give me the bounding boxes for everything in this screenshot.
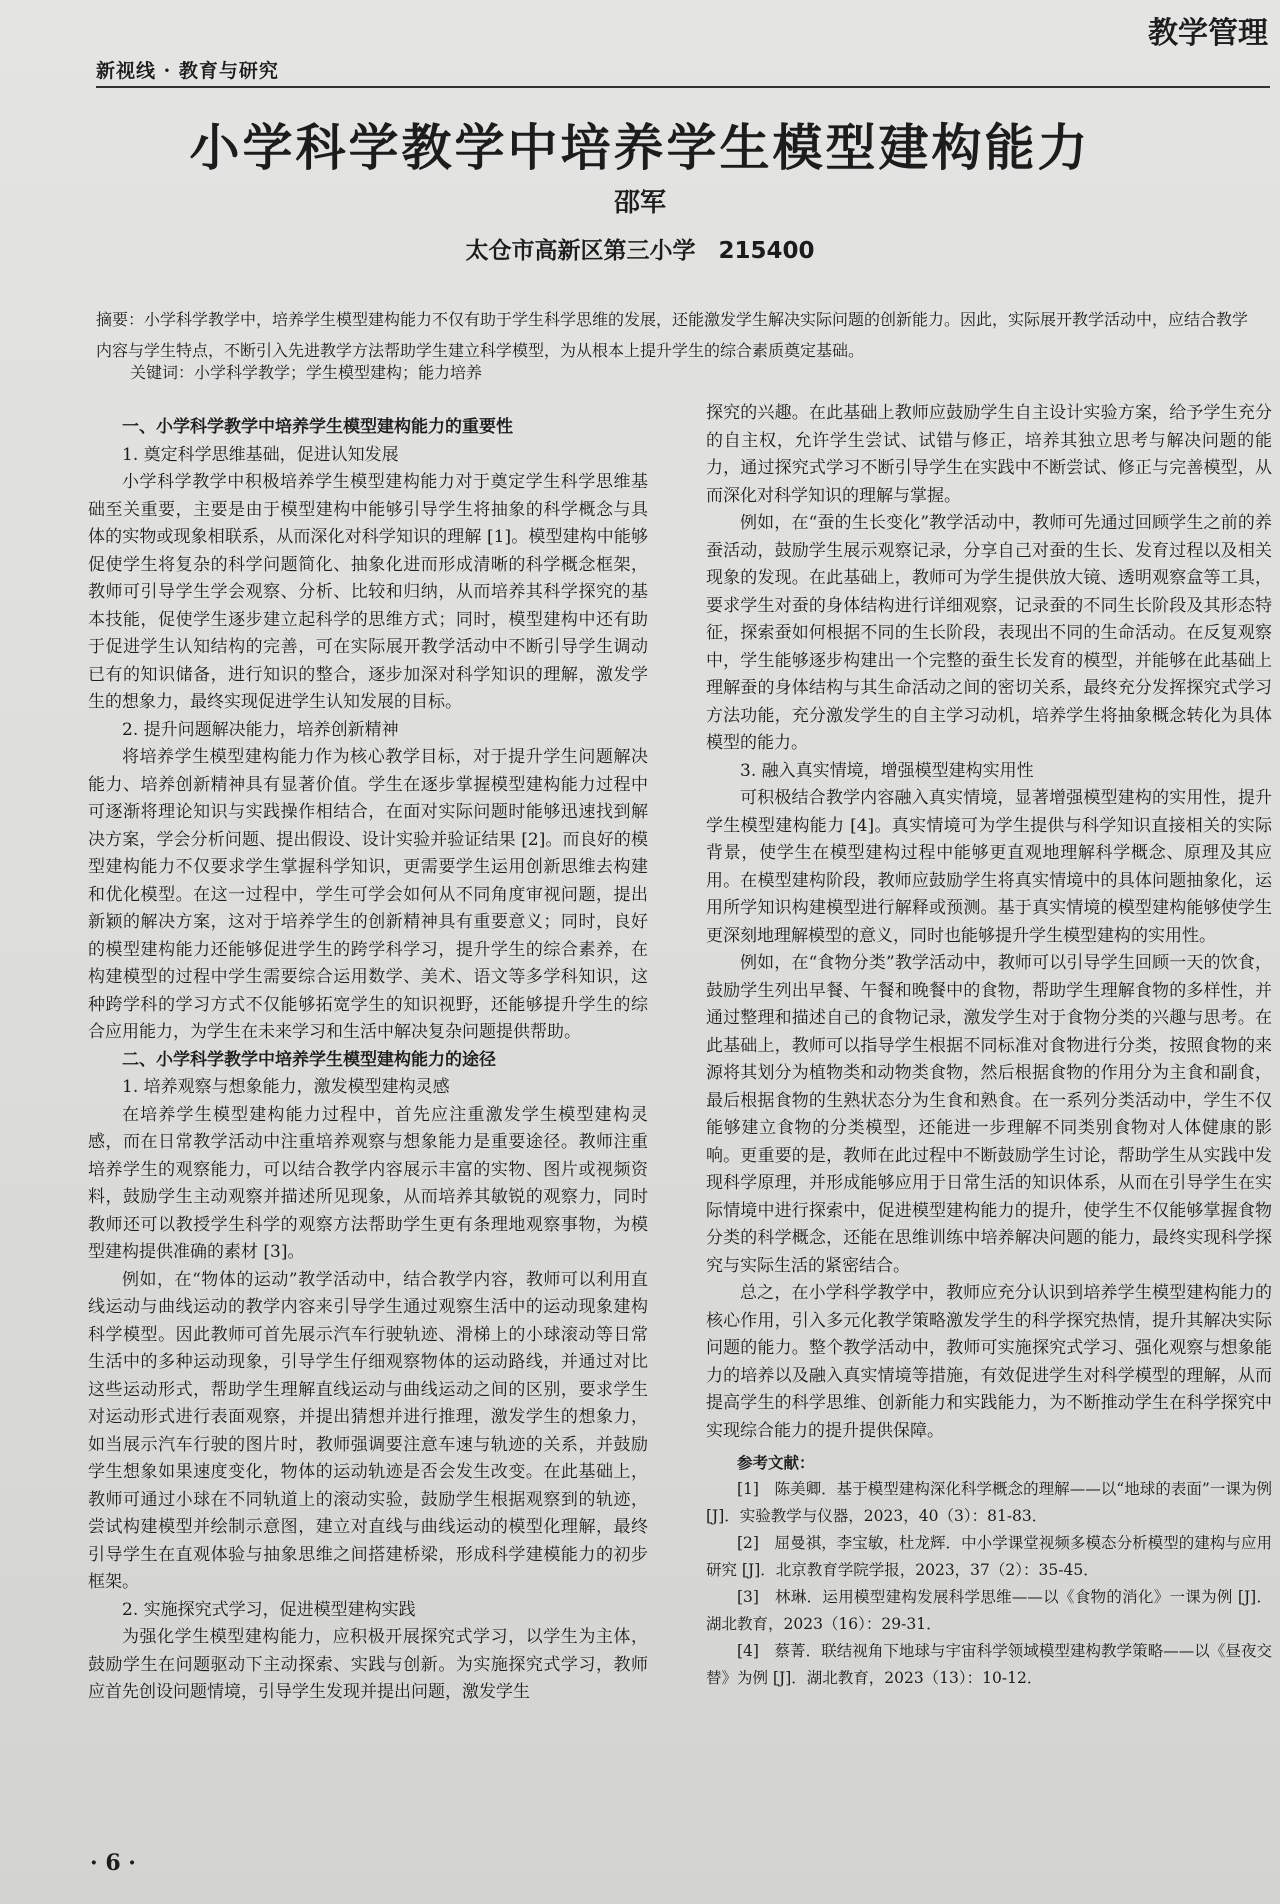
reference-item: [2] 屈曼祺，李宝敏，杜龙辉．中小学课堂视频多模态分析模型的建构与应用研究 [J]．北京教育学院学报，2023，37（2）：35-45．: [706, 1534, 1272, 1579]
subsection-heading: 2. 提升问题解决能力，培养创新精神: [122, 719, 399, 740]
article-abstract: 摘要：小学科学教学中，培养学生模型建构能力不仅有助于学生科学思维的发展，还能激发学生解决实际问题的创新能力。因此，实际展开教学活动中，应结合教学内容与学生特点，不断引入先进教学方法帮助学生建立科学模型，为从根本上提升学生的综合素质奠定基础。: [96, 310, 1249, 360]
section-heading: 一、小学科学教学中培养学生模型建构能力的重要性: [122, 417, 513, 437]
paragraph: 例如，在“食物分类”教学活动中，教师可以引导学生回顾一天的饮食，鼓励学生列出早餐、午餐和晚餐中的食物，帮助学生理解食物的多样性，并通过整理和描述自己的食物记录，激发学生对于食物分类的兴趣与思考。在此基础上，教师可以指导学生根据不同标准对食物进行分类，按照食物的来源将其划分为植物类和动物类食物，然后根据食物的作用分为主食和副食，最后根据食物的生熟状态分为生食和熟食。在一系列分类活动中，学生不仅能够建立食物的分类模型，还能进一步理解不同类别食物对人体健康的影响。更重要的是，教师在此过程中不断鼓励学生讨论，帮助学生从实践中发现科学原理，并形成能够应用于日常生活的知识体系，从而在引导学生在实际情境中进行探索中，促进模型建构能力的提升，使学生不仅能够掌握食物分类的科学概念，还能在思维训练中培养解决问题的能力，最终实现科学探究与实际生活的紧密结合。: [706, 953, 1272, 1276]
subsection-heading: 1. 奠定科学思维基础，促进认知发展: [122, 444, 399, 465]
page-number: · 6 ·: [90, 1850, 136, 1876]
paragraph: 在培养学生模型建构能力过程中，首先应注重激发学生模型建构灵感，而在日常教学活动中注重培养观察与想象能力是重要途径。教师注重培养学生的观察能力，可以结合教学内容展示丰富的实物、图片或视频资料，鼓励学生主动观察并描述所见现象，从而培养其敏锐的观察力，同时教师还可以教授学生科学的观察方法帮助学生更有条理地观察事物，为模型建构提供准确的素材 [3]。: [88, 1104, 648, 1262]
references-title: 参考文献：: [737, 1453, 815, 1472]
reference-item: [1] 陈美卿．基于模型建构深化科学概念的理解——以“地球的表面”一课为例 [J]．实验教学与仪器，2023，40（3）：81-83．: [706, 1480, 1272, 1525]
left-column: [88, 414, 648, 1707]
article-author: 邵军: [613, 188, 666, 218]
subsection-heading: 1. 培养观察与想象能力，激发模型建构灵感: [122, 1077, 450, 1097]
paragraph: 例如，在“物体的运动”教学活动中，结合教学内容，教师可以利用直线运动与曲线运动的教学内容来引导学生通过观察生活中的运动现象建构科学模型。因此教师可首先展示汽车行驶轨迹、滑梯上的小球滚动等日常生活中的多种运动现象，引导学生仔细观察物体的运动路线，并通过对比这些运动形式，帮助学生理解直线运动与曲线运动之间的区别，要求学生对运动形式进行表面观察，并提出猜想并进行推理，激发学生的想象力，如当展示汽车行驶的图片时，教师强调要注意车速与轨迹的关系，并鼓励学生想象如果速度变化，物体的运动轨迹是否会发生改变。在此基础上，教师可通过小球在不同轨道上的滚动实验，鼓励学生根据观察到的轨迹，尝试构建模型并绘制示意图，建立对直线与曲线运动的模型化理解，最终引导学生在直观体验与抽象思维之间搭建桥梁，形成科学建模能力的初步框架。: [88, 1269, 648, 1592]
paragraph: 将培养学生模型建构能力作为核心教学目标，对于提升学生问题解决能力、培养创新精神具有显著价值。学生在逐步掌握模型建构能力过程中可逐渐将理论知识与实践操作相结合，在面对实际问题时能够迅速找到解决方案，学会分析问题、提出假设、设计实验并验证结果 [2]。而良好的模型建构能力不仅要求学生掌握科学知识，更需要学生运用创新思维去构建和优化模型。在这一过程中，学生可学会如何从不同角度审视问题，提出新颖的解决方案，这对于培养学生的创新精神具有重要意义；同时，良好的模型建构能力还能够促进学生的跨学科学习，提升学生的综合素养，在构建模型的过程中学生需要综合运用数学、美术、语文等多学科知识，这种跨学科的学习方式不仅能够拓宽学生的知识视野，还能够提升学生的综合应用能力，为学生在未来学习和生活中解决复杂问题提供帮助。: [88, 747, 648, 1042]
references: [706, 1449, 1272, 1692]
reference-item: [3] 林琳．运用模型建构发展科学思维——以《食物的消化》一课为例 [J]．湖北教育，2023（16）：29-31．: [706, 1588, 1272, 1633]
subsection-heading: 2. 实施探究式学习，促进模型建构实践: [122, 1599, 416, 1620]
article-title: 小学科学教学中培养学生模型建构能力: [189, 119, 1091, 177]
section-tag: 教学管理: [1148, 16, 1268, 51]
article-affiliation: 太仓市高新区第三小学 215400: [465, 238, 815, 264]
paragraph: 探究的兴趣。在此基础上教师应鼓励学生自主设计实验方案，给予学生充分的自主权，允许学生尝试、试错与修正，培养其独立思考与解决问题的能力，通过探究式学习不断引导学生在实践中不断尝试、修正与完善模型，从而深化对科学知识的理解与掌握。: [706, 403, 1272, 506]
right-column: [706, 400, 1272, 1692]
paragraph: 为强化学生模型建构能力，应积极开展探究式学习，以学生为主体，鼓励学生在问题驱动下主动探索、实践与创新。为实施探究式学习，教师应首先创设问题情境，引导学生发现并提出问题，激发学生: [88, 1627, 648, 1702]
header-rule: [96, 86, 1270, 88]
article-keywords: 关键词：小学科学教学；学生模型建构；能力培养: [130, 363, 483, 382]
paragraph: 小学科学教学中积极培养学生模型建构能力对于奠定学生科学思维基础至关重要，主要是由于模型建构中能够引导学生将抽象的科学概念与具体的实物或现象相联系，从而深化对科学知识的理解 [1]。模型建构中能够促使学生将复杂的科学问题简化、抽象化进而形成清晰的科学概念框架，教师可引导学生学会观察、分析、比较和归纳，从而培养其科学探究的基本技能，促使学生逐步建立起科学的思维方式；同时，模型建构中还有助于促进学生认知结构的完善，可在实际展开教学活动中不断引导学生调动已有的知识储备，进行知识的整合，逐步加深对科学知识的理解，激发学生的想象力，最终实现促进学生认知发展的目标。: [88, 472, 648, 712]
paragraph: 例如，在“蚕的生长变化”教学活动中，教师可先通过回顾学生之前的养蚕活动，鼓励学生展示观察记录，分享自己对蚕的生长、发育过程以及相关现象的发现。在此基础上，教师可为学生提供放大镜、透明观察盒等工具，要求学生对蚕的身体结构进行详细观察，记录蚕的不同生长阶段及其形态特征，探索蚕如何根据不同的生长阶段，表现出不同的生命活动。在反复观察中，学生能够逐步构建出一个完整的蚕生长发育的模型，并能够在此基础上理解蚕的身体结构与其生命活动之间的密切关系，最终充分发挥探究式学习方法功能，充分激发学生的自主学习动机，培养学生将抽象概念转化为具体模型的能力。: [706, 513, 1272, 753]
paragraph: 总之，在小学科学教学中，教师应充分认识到培养学生模型建构能力的核心作用，引入多元化教学策略激发学生的科学探究热情，提升其解决实际问题的能力。整个教学活动中，教师可实施探究式学习、强化观察与想象能力的培养以及融入真实情境等措施，有效促进学生对科学模型的理解，从而提高学生的科学思维、创新能力和实践能力，为不断推动学生在科学探究中实现综合能力的提升提供保障。: [706, 1283, 1272, 1441]
journal-header: 新视线 · 教育与研究: [96, 60, 279, 82]
subsection-heading: 3. 融入真实情境，增强模型建构实用性: [740, 760, 1034, 781]
reference-item: [4] 蔡菁．联结视角下地球与宇宙科学领域模型建构教学策略——以《昼夜交替》为例 [J]．湖北教育，2023（13）：10-12．: [706, 1642, 1272, 1687]
paragraph: 可积极结合教学内容融入真实情境，显著增强模型建构的实用性，提升学生模型建构能力 [4]。真实情境可为学生提供与科学知识直接相关的实际背景，使学生在模型建构过程中能够更直观地理解科学概念、原理及其应用。在模型建构阶段，教师应鼓励学生将真实情境中的具体问题抽象化，运用所学知识构建模型进行解释或预测。基于真实情境的模型建构能够使学生更深刻地理解模型的意义，同时也能够提升学生模型建构的实用性。: [706, 788, 1272, 946]
section-heading: 二、小学科学教学中培养学生模型建构能力的途径: [122, 1049, 496, 1070]
